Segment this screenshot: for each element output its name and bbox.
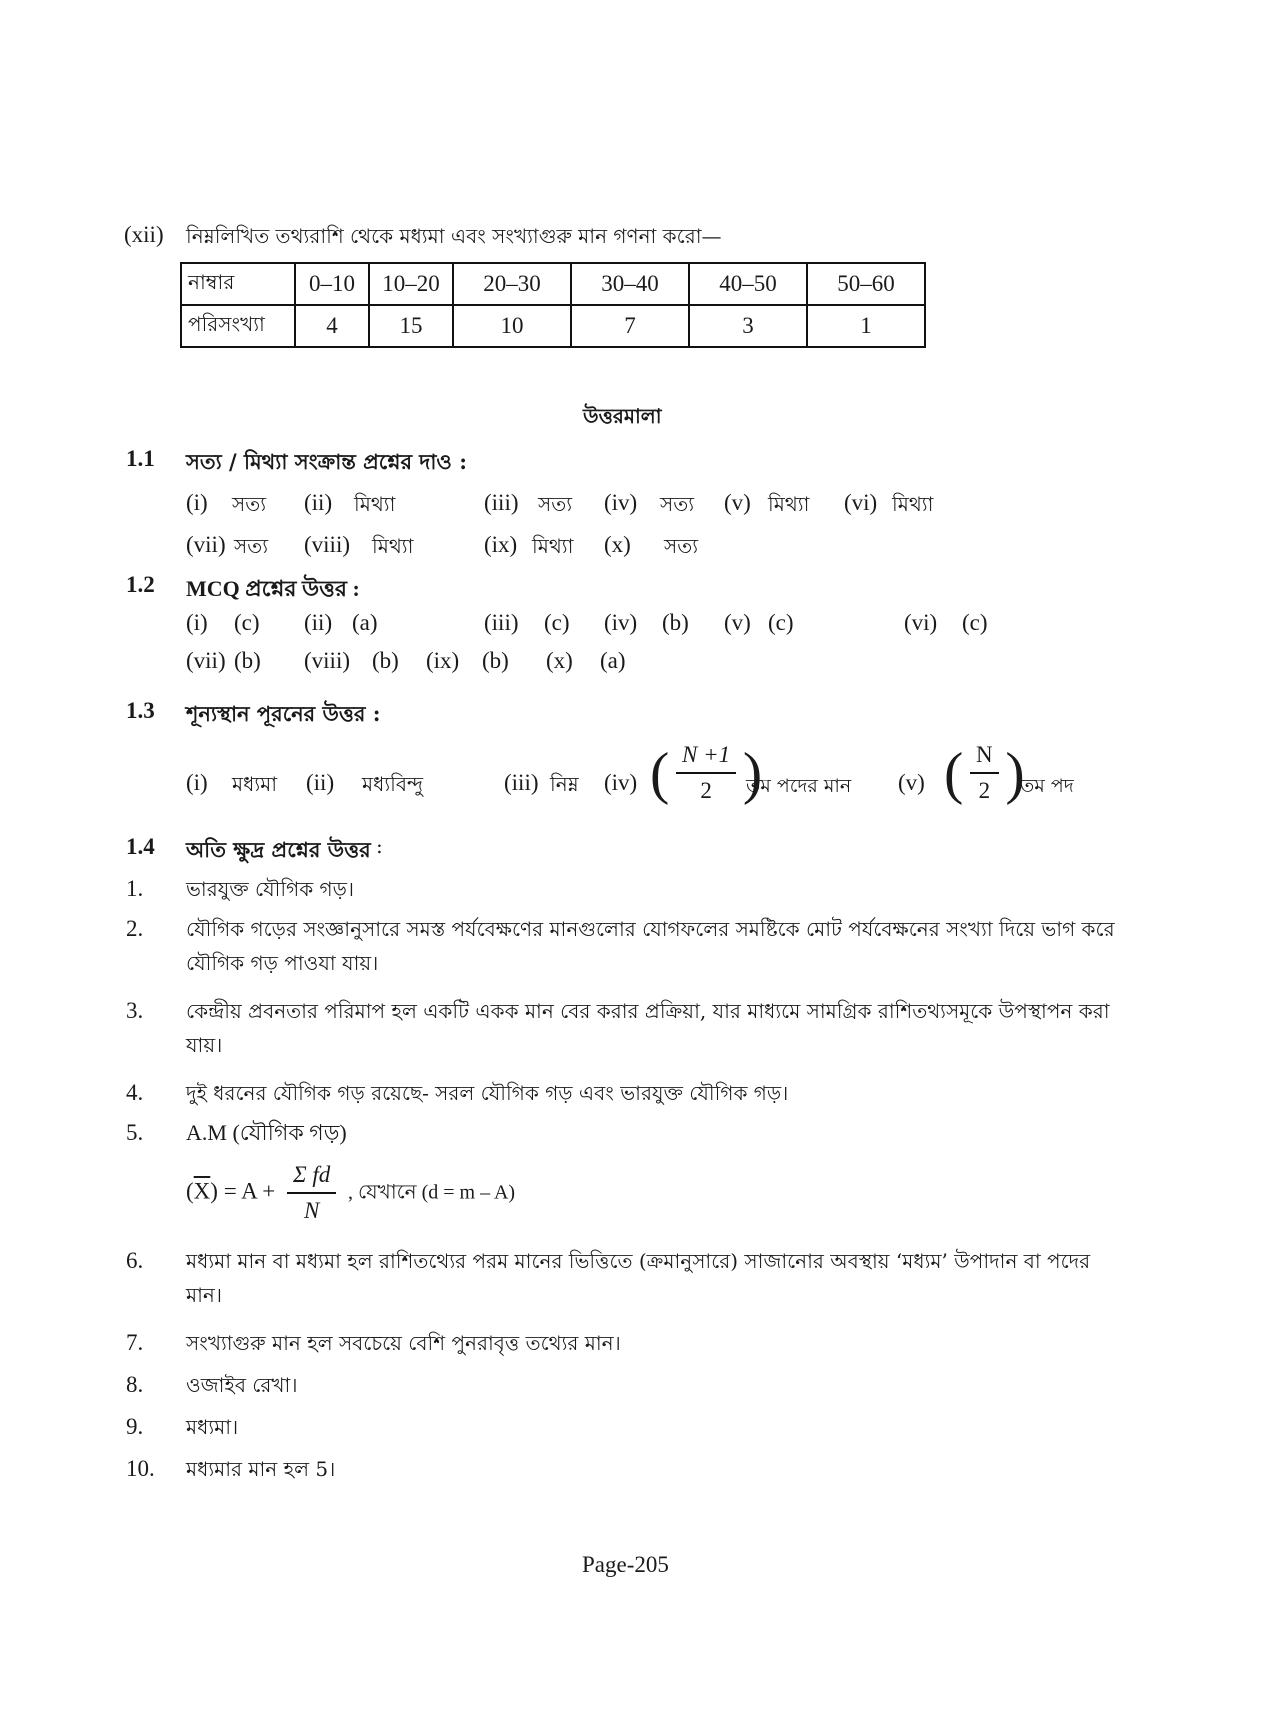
fraction-numerator: N [970, 738, 999, 774]
frequency-table [180, 262, 926, 348]
answer-value: মিথ্যা [354, 492, 396, 516]
table-row-header: পরিসংখ্যা [181, 305, 295, 347]
item-number: 5. [126, 1120, 144, 1145]
answers-title: উত্তরমালা [583, 404, 662, 428]
answer-value: সত্য [232, 492, 267, 516]
answer-key: (x) [604, 532, 631, 557]
item-number: 4. [126, 1080, 144, 1105]
answer-value: (c) [768, 610, 794, 635]
answer-value: তম পদের মান [746, 775, 852, 797]
answer-key: (vii) [186, 648, 226, 673]
answer-key: (i) [186, 770, 208, 795]
section-title: MCQ প্রশ্নের উত্তর : [186, 576, 360, 601]
table-row-header: নাম্বার [181, 263, 295, 305]
table-cell: 20–30 [453, 263, 571, 305]
answer-value: মিথ্যা [372, 534, 414, 558]
item-number: 7. [126, 1330, 144, 1355]
answer-key: (ii) [304, 490, 333, 515]
table-cell: 10 [453, 305, 571, 347]
list-item: সংখ্যাগুরু মান হল সবচেয়ে বেশি পুনরাবৃত্ত তথ্যের মান। [186, 1331, 621, 1355]
answer-value: সত্য [660, 492, 695, 516]
answer-key: (v) [898, 770, 925, 795]
table-cell: 30–40 [571, 263, 689, 305]
item-number: 9. [126, 1414, 144, 1439]
table-cell: 1 [807, 305, 925, 347]
fraction-denominator: 2 [700, 778, 712, 803]
fraction [970, 738, 999, 808]
right-paren-icon: ) [1005, 740, 1025, 806]
section-title: অতি ক্ষুদ্র প্রশ্নের উত্তর [186, 837, 371, 862]
list-item: মধ্যমার মান হল 5। [186, 1457, 336, 1481]
item-number: 6. [126, 1248, 144, 1273]
answer-key: (i) [186, 490, 208, 515]
formula-xbar: $\overline{X}$ [193, 1178, 211, 1204]
answer-value: (c) [234, 610, 260, 635]
formula-numerator: Σ fd [287, 1158, 336, 1194]
formula-denominator: N [303, 1198, 320, 1223]
answer-value: (a) [352, 610, 378, 635]
answer-key: (ii) [304, 610, 333, 635]
section-colon: : [376, 834, 383, 858]
table-cell: 0–10 [295, 263, 369, 305]
answer-value: সত্য [538, 492, 573, 516]
answer-key: (v) [724, 490, 751, 515]
section-number: 1.3 [126, 698, 155, 723]
answer-value: (a) [600, 648, 626, 673]
table-cell: 3 [689, 305, 807, 347]
formula-lhs: ) = A + [210, 1178, 276, 1204]
answer-value: মিথ্যা [768, 492, 810, 516]
list-item: A.M (যৌগিক গড়) [186, 1120, 347, 1145]
table-cell: 40–50 [689, 263, 807, 305]
answer-key: (iii) [504, 770, 539, 795]
right-paren-icon: ) [742, 740, 763, 806]
answer-key: (iv) [604, 490, 638, 515]
section-title: সত্য / মিথ্যা সংক্রান্ত প্রশ্নের দাও : [186, 449, 467, 474]
formula-fraction [287, 1158, 336, 1228]
answer-key: (v) [724, 610, 751, 635]
table-cell: 15 [369, 305, 453, 347]
answer-value: সত্য [664, 534, 699, 558]
section-number: 1.2 [126, 572, 155, 597]
answer-key: (x) [546, 648, 573, 673]
formula-condition: , যেখানে (d = m – A) [348, 1181, 516, 1204]
answer-value: (b) [482, 648, 509, 673]
section-number: 1.1 [126, 446, 155, 471]
answer-key: (vi) [844, 490, 878, 515]
answer-value: (b) [372, 648, 399, 673]
list-item: মধ্যমা মান বা মধ্যমা হল রাশিতথ্যের পরম মানের ভিত্তিতে (ক্রমানুসারে) সাজানোর অবস্থায় ‘মধ্যম’ উপাদান বা পদের মান। [186, 1249, 1091, 1307]
answer-key: (i) [186, 610, 208, 635]
list-item: দুই ধরনের যৌগিক গড় রয়েছে- সরল যৌগিক গড় এবং ভারযুক্ত যৌগিক গড়। [186, 1081, 789, 1105]
left-paren-icon: ( [650, 740, 670, 806]
answer-key: (iii) [484, 610, 519, 635]
table-cell: 50–60 [807, 263, 925, 305]
list-item: কেন্দ্রীয় প্রবনতার পরিমাপ হল একটি একক মান বের করার প্রক্রিয়া, যার মাধ্যমে সামগ্রিক রাশিতথ্যসমূকে উপস্থাপন করা যায়। [186, 999, 1110, 1057]
answer-value: (b) [662, 610, 689, 635]
mean-formula [186, 1158, 515, 1228]
answer-key: (vii) [186, 532, 226, 557]
answer-key: (viii) [304, 648, 350, 673]
table-cell: 7 [571, 305, 689, 347]
answer-key: (iii) [484, 490, 519, 515]
answer-value: মিথ্যা [892, 492, 934, 516]
table-row [181, 305, 925, 347]
section-title: শূন্যস্থান পূরনের উত্তর : [186, 701, 381, 726]
table-row [181, 263, 925, 305]
table-cell: 4 [295, 305, 369, 347]
formula-open-paren: ( [186, 1178, 194, 1204]
answer-value: তম পদ [1020, 775, 1074, 797]
section-number: 1.4 [126, 834, 155, 859]
answer-value: (c) [544, 610, 570, 635]
answer-value: মধ্যমা [232, 772, 278, 796]
answer-key: (iv) [604, 610, 638, 635]
answer-value: সত্য [234, 534, 269, 558]
list-item: ভারযুক্ত যৌগিক গড়। [186, 877, 355, 901]
item-number: 10. [126, 1456, 155, 1481]
answer-key: (ix) [426, 648, 460, 673]
fraction-numerator: N +1 [676, 738, 736, 774]
answer-value: নিম্ন [550, 772, 579, 796]
item-number: 2. [126, 916, 144, 941]
answer-value: (c) [962, 610, 988, 635]
page-number: Page-205 [582, 1552, 669, 1577]
answer-key: (ii) [306, 770, 335, 795]
fraction [676, 738, 736, 808]
question-text: নিম্নলিখিত তথ্যরাশি থেকে মধ্যমা এবং সংখ্যাগুরু মান গণনা করো— [186, 224, 722, 248]
table-cell: 10–20 [369, 263, 453, 305]
item-number: 3. [126, 998, 144, 1023]
answer-value: (b) [234, 648, 261, 673]
list-item: মধ্যমা। [186, 1415, 239, 1439]
answer-key: (ix) [484, 532, 518, 557]
fraction-n-over-2 [944, 738, 1025, 808]
answer-value: মিথ্যা [532, 534, 574, 558]
fraction-denominator: 2 [978, 778, 991, 803]
left-paren-icon: ( [944, 740, 964, 806]
answer-key: (viii) [304, 532, 350, 557]
list-item: যৌগিক গড়ের সংজ্ঞানুসারে সমস্ত পর্যবেক্ষণের মানগুলোর যোগফলের সমষ্টিকে মোট পর্যবেক্ষনের সংখ্যা দিয়ে ভাগ করে যৌগিক গড় পাওযা যায়। [186, 917, 1115, 975]
item-number: 8. [126, 1372, 144, 1397]
item-number: 1. [126, 876, 144, 901]
answer-key: (vi) [904, 610, 938, 635]
answer-key: (iv) [604, 770, 638, 795]
list-item: ওজাইব রেখা। [186, 1373, 298, 1397]
answer-value: মধ্যবিন্দু [362, 772, 424, 796]
question-label: (xii) [124, 222, 164, 247]
